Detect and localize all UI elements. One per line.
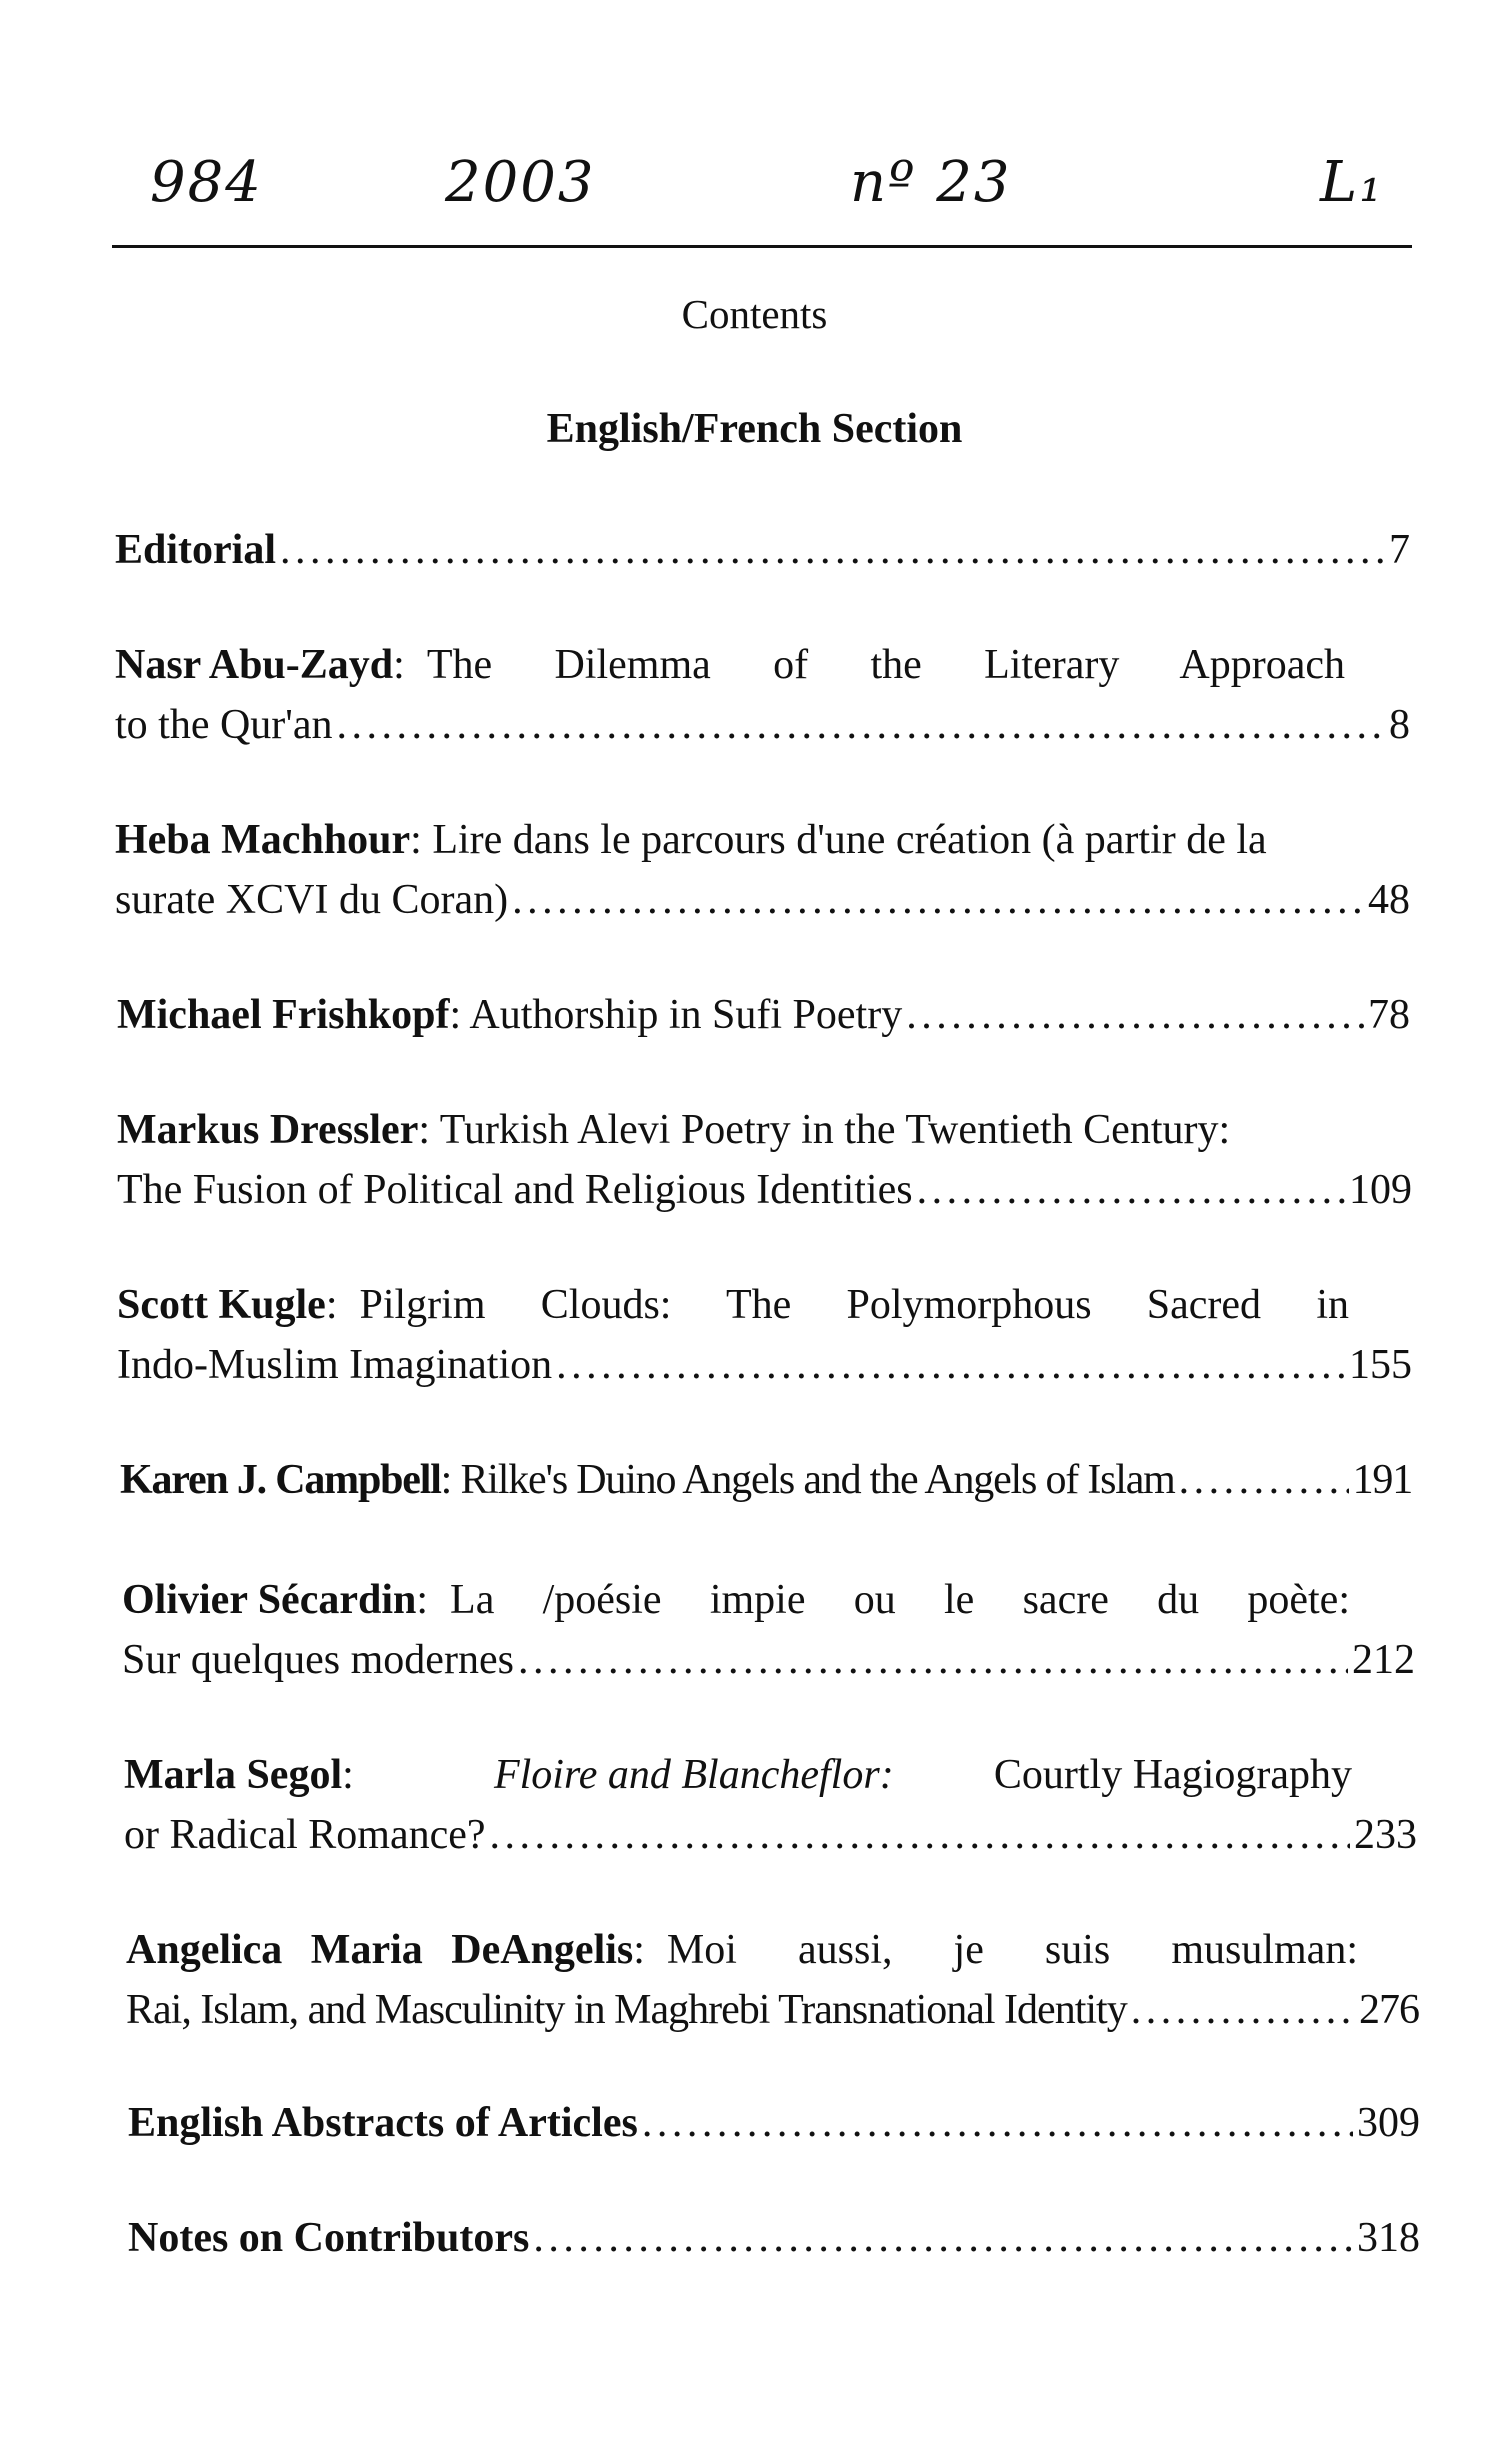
dot-leader xyxy=(1131,1980,1355,2040)
entry-page: 8 xyxy=(1389,702,1410,748)
entry-title: The Dilemma of the Literary Approach xyxy=(426,642,1345,688)
toc-entry-campbell: Karen J. Campbell: Rilke's Duino Angels and the Angels of Islam . . . 191 xyxy=(120,1450,1412,1510)
entry-page: 7 xyxy=(1389,527,1410,573)
entry-title-cont: surate XCVI du Coran) xyxy=(115,877,509,923)
entry-title: Pilgrim Clouds: The Polymorphous Sacred in xyxy=(359,1282,1349,1328)
entry-author: Olivier Sécardin xyxy=(122,1577,417,1623)
entry-title-cont: The Fusion of Political and Religious Identities xyxy=(117,1167,913,1213)
entry-title-cont: Indo-Muslim Imagination xyxy=(117,1342,553,1388)
entry-author: Heba Machhour xyxy=(115,817,411,863)
entry-page: 109 xyxy=(1349,1167,1412,1213)
entry-title-cont: or Radical Romance? xyxy=(124,1812,486,1858)
dot-leader xyxy=(642,2093,1353,2153)
handwritten-call-number: 984 xyxy=(150,150,263,215)
toc-entry-machhour: Heba Machhour: Lire dans le parcours d'une création (à partir de la surate XCVI du Coran) . . . 48 xyxy=(115,810,1410,930)
dot-leader xyxy=(337,695,1385,755)
entry-author: Markus Dressler xyxy=(117,1107,419,1153)
entry-title-italic: Floire and Blancheflor: xyxy=(493,1752,894,1798)
toc-entry-kugle: Scott Kugle: Pilgrim Clouds: The Polymorphous Sacred in Indo-Muslim Imagination . . . 155 xyxy=(117,1275,1412,1395)
toc-entry-segol: Marla Segol: Floire and Blancheflor: Courtly Hagiography or Radical Romance? . . . 233 xyxy=(124,1745,1417,1865)
dot-leader xyxy=(1179,1450,1349,1510)
entry-author: English Abstracts of Articles xyxy=(128,2100,638,2146)
dot-leader xyxy=(512,870,1364,930)
handwritten-issue: nº 23 xyxy=(850,150,1012,215)
entry-title: Lire dans le parcours d'une création (à partir de la xyxy=(432,817,1267,863)
dot-leader xyxy=(556,1335,1345,1395)
entry-page: 309 xyxy=(1357,2100,1420,2146)
entry-page: 212 xyxy=(1352,1637,1415,1683)
entry-title: La /poésie impie ou le sacre du poète: xyxy=(450,1577,1350,1623)
entry-page: 233 xyxy=(1354,1812,1417,1858)
section-heading: English/French Section xyxy=(546,406,963,452)
entry-page: 276 xyxy=(1359,1987,1419,2033)
entry-author: Scott Kugle xyxy=(117,1282,326,1328)
entry-page: 155 xyxy=(1349,1342,1412,1388)
dot-leader xyxy=(533,2208,1353,2268)
entry-title-cont: to the Qur'an xyxy=(115,702,333,748)
entry-title: Rilke's Duino Angels and the Angels of Islam xyxy=(460,1457,1175,1503)
entry-title-cont: Rai, Islam, and Masculinity in Maghrebi Transnational Identity xyxy=(126,1987,1127,2033)
entry-author: Editorial xyxy=(115,527,277,573)
dot-leader xyxy=(490,1805,1350,1865)
entry-author: Marla Segol xyxy=(124,1752,343,1798)
entry-author: Notes on Contributors xyxy=(128,2215,530,2261)
toc-entry-abu-zayd: Nasr Abu-Zayd: The Dilemma of the Literary Approach to the Qur'an . . . 8 xyxy=(115,635,1410,755)
toc-entry-frishkopf: Michael Frishkopf: Authorship in Sufi Poetry . . . 78 xyxy=(117,985,1410,1045)
contents-heading: Contents xyxy=(681,291,828,337)
handwritten-mark: L₁ xyxy=(1320,150,1384,215)
entry-page: 48 xyxy=(1368,877,1410,923)
header-rule xyxy=(112,245,1412,248)
entry-author: Angelica Maria DeAngelis xyxy=(126,1927,634,1973)
entry-title: Moi aussi, je suis musulman: xyxy=(666,1927,1358,1973)
toc-entry-deangelis: Angelica Maria DeAngelis: Moi aussi, je suis musulman: Rai, Islam, and Masculinity in Maghrebi Transnational Identity . . . 276 xyxy=(126,1920,1419,2040)
entry-page: 78 xyxy=(1368,992,1410,1038)
entry-author: Karen J. Campbell xyxy=(120,1457,441,1503)
toc-entry-contributors xyxy=(128,2208,1420,2268)
dot-leader xyxy=(518,1630,1348,1690)
entry-page: 318 xyxy=(1357,2215,1420,2261)
dot-leader xyxy=(917,1160,1345,1220)
dot-leader xyxy=(906,985,1364,1045)
entry-page: 191 xyxy=(1352,1457,1412,1503)
toc-entry-abstracts xyxy=(128,2093,1420,2153)
entry-title: Authorship in Sufi Poetry xyxy=(469,992,903,1038)
entry-title: Turkish Alevi Poetry in the Twentieth Century: xyxy=(439,1107,1231,1153)
entry-title-cont: Sur quelques modernes xyxy=(122,1637,514,1683)
dot-leader xyxy=(280,520,1385,580)
handwritten-year: 2003 xyxy=(445,150,596,215)
toc-entry-dressler: Markus Dressler: Turkish Alevi Poetry in the Twentieth Century: The Fusion of Political and Religious Identities . . . 109 xyxy=(117,1100,1412,1220)
entry-author: Michael Frishkopf xyxy=(117,992,450,1038)
entry-title: Courtly Hagiography xyxy=(993,1752,1352,1798)
toc-entry-secardin: Olivier Sécardin: La /poésie impie ou le sacre du poète: Sur quelques modernes . . . 212 xyxy=(122,1570,1415,1690)
entry-author: Nasr Abu-Zayd xyxy=(115,642,394,688)
toc-entry-editorial xyxy=(115,520,1410,580)
